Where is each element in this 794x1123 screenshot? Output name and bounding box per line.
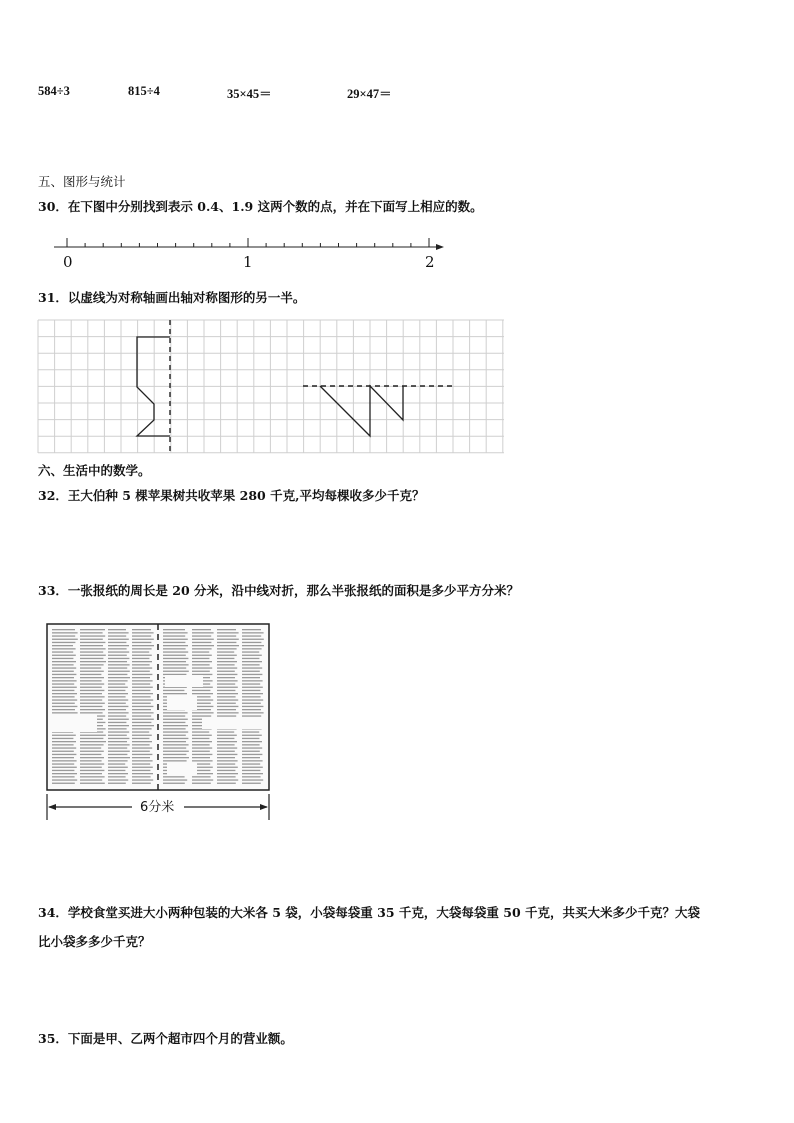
question-text: 一张报纸的周长是 20 分米，沿中线对折，那么半张报纸的面积是多少平方分米？ bbox=[67, 583, 520, 598]
tick-label-1: 1 bbox=[243, 253, 253, 271]
tick-label-2: 2 bbox=[425, 253, 435, 271]
question-number: 35． bbox=[38, 1031, 68, 1046]
question-31 bbox=[38, 290, 305, 306]
section-5-title: 五、图形与统计 bbox=[38, 174, 126, 189]
newspaper-width-label: 6分米 bbox=[140, 800, 175, 815]
question-33 bbox=[38, 583, 519, 599]
section-6-title: 六、生活中的数学。 bbox=[38, 463, 151, 478]
calc-2: 815÷4 bbox=[128, 84, 160, 98]
question-32 bbox=[38, 488, 424, 504]
question-35 bbox=[38, 1031, 293, 1047]
question-text: 在下图中分别找到表示 0.4、1.9 这两个数的点，并在下面写上相应的数。 bbox=[67, 199, 483, 214]
question-34-line-2: 比小袋多多少千克？ bbox=[38, 934, 151, 949]
question-number: 31． bbox=[38, 290, 68, 305]
calc-3: 35×45＝ bbox=[227, 87, 272, 101]
question-text: 王大伯种 5 棵苹果树共收苹果 280 千克,平均每棵收多少千克？ bbox=[67, 488, 425, 503]
calc-4: 29×47＝ bbox=[347, 87, 392, 101]
question-text: 学校食堂买进大小两种包装的大米各 5 袋，小袋每袋重 35 千克，大袋每袋重 50 千克，共买大米多少千克？大袋 bbox=[67, 905, 701, 920]
question-34-line-1 bbox=[38, 905, 700, 921]
newspaper-figure bbox=[42, 620, 274, 820]
half-figure-2 bbox=[320, 386, 403, 436]
question-30 bbox=[38, 199, 483, 215]
question-text: 下面是甲、乙两个超市四个月的营业额。 bbox=[67, 1031, 293, 1046]
question-number: 34． bbox=[38, 905, 68, 920]
question-number: 30． bbox=[38, 199, 68, 214]
symmetry-grid bbox=[38, 320, 504, 453]
calc-1: 584÷3 bbox=[38, 84, 70, 98]
question-number: 32． bbox=[38, 488, 68, 503]
tick-label-0: 0 bbox=[63, 253, 73, 271]
question-text: 以虚线为对称轴画出轴对称图形的另一半。 bbox=[67, 290, 306, 305]
number-line bbox=[0, 232, 794, 272]
question-number: 33． bbox=[38, 583, 68, 598]
